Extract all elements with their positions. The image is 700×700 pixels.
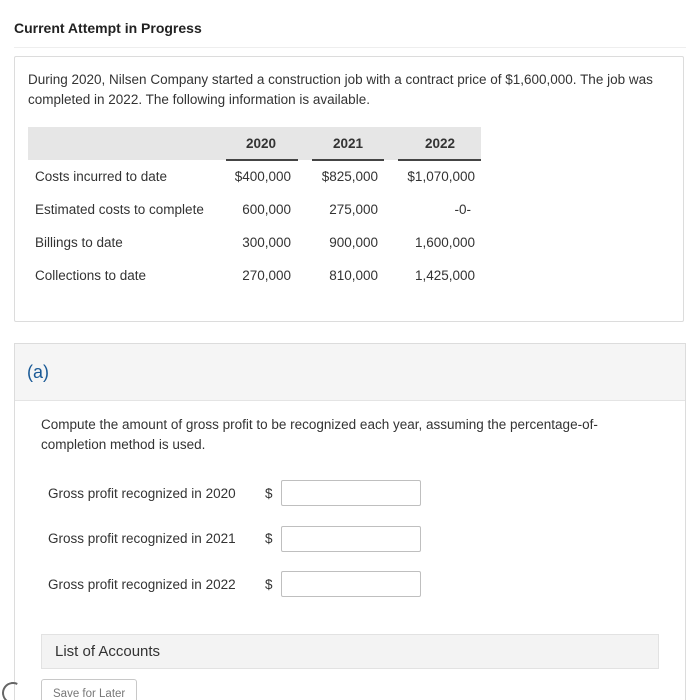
cell-costs-incurred-2020: $400,000 — [234, 169, 291, 184]
column-header-2020: 2020 — [245, 136, 277, 151]
cell-estimated-costs-2020: 600,000 — [242, 202, 291, 217]
part-a-card — [14, 343, 686, 700]
problem-statement: During 2020, Nilsen Company started a construction job with a contract price of $1,600,000. The job was completed in 2022. The following information is available. — [28, 72, 653, 107]
cell-costs-incurred-2021: $825,000 — [321, 169, 378, 184]
cell-estimated-costs-2021: 275,000 — [329, 202, 378, 217]
row-label-estimated-costs: Estimated costs to complete — [35, 202, 204, 217]
column-header-2022: 2022 — [424, 136, 456, 151]
part-a-question: Compute the amount of gross profit to be recognized each year, assuming the percentage-of-completion method is used. — [41, 417, 598, 452]
column-header-2021: 2021 — [332, 136, 364, 151]
list-of-accounts-button[interactable] — [41, 634, 659, 669]
cell-collections-2021: 810,000 — [329, 268, 378, 283]
column-underline-2021 — [312, 159, 384, 161]
cell-collections-2020: 270,000 — [242, 268, 291, 283]
gross-profit-2020-input[interactable] — [281, 480, 421, 506]
cell-costs-incurred-2022: $1,070,000 — [407, 169, 475, 184]
gross-profit-2021-label: Gross profit recognized in 2021 — [48, 531, 236, 546]
cell-estimated-costs-2022: -0- — [454, 202, 471, 217]
row-label-billings: Billings to date — [35, 235, 123, 250]
cell-collections-2022: 1,425,000 — [414, 268, 475, 283]
gross-profit-2022-input[interactable] — [281, 571, 421, 597]
gross-profit-2021-input[interactable] — [281, 526, 421, 552]
gross-profit-2021-currency: $ — [265, 531, 273, 546]
save-for-later-button[interactable] — [41, 679, 137, 700]
list-of-accounts-label: List of Accounts — [55, 643, 161, 660]
cell-billings-2022: 1,600,000 — [414, 235, 475, 250]
gross-profit-2022-label: Gross profit recognized in 2022 — [48, 577, 236, 592]
row-label-costs-incurred: Costs incurred to date — [35, 169, 168, 184]
problem-card — [14, 56, 684, 322]
cell-billings-2020: 300,000 — [242, 235, 291, 250]
column-underline-2022 — [398, 159, 481, 161]
part-a-label: (a) — [27, 362, 49, 382]
attempt-status-title: Current Attempt in Progress — [14, 20, 202, 36]
header-divider — [14, 47, 686, 48]
gross-profit-2020-label: Gross profit recognized in 2020 — [48, 486, 236, 501]
save-for-later-label: Save for Later — [53, 688, 126, 700]
column-underline-2020 — [226, 159, 298, 161]
row-label-collections: Collections to date — [35, 268, 147, 283]
cell-billings-2021: 900,000 — [329, 235, 378, 250]
part-a-header — [15, 344, 685, 401]
gross-profit-2020-currency: $ — [265, 486, 273, 501]
gross-profit-2022-currency: $ — [265, 577, 273, 592]
